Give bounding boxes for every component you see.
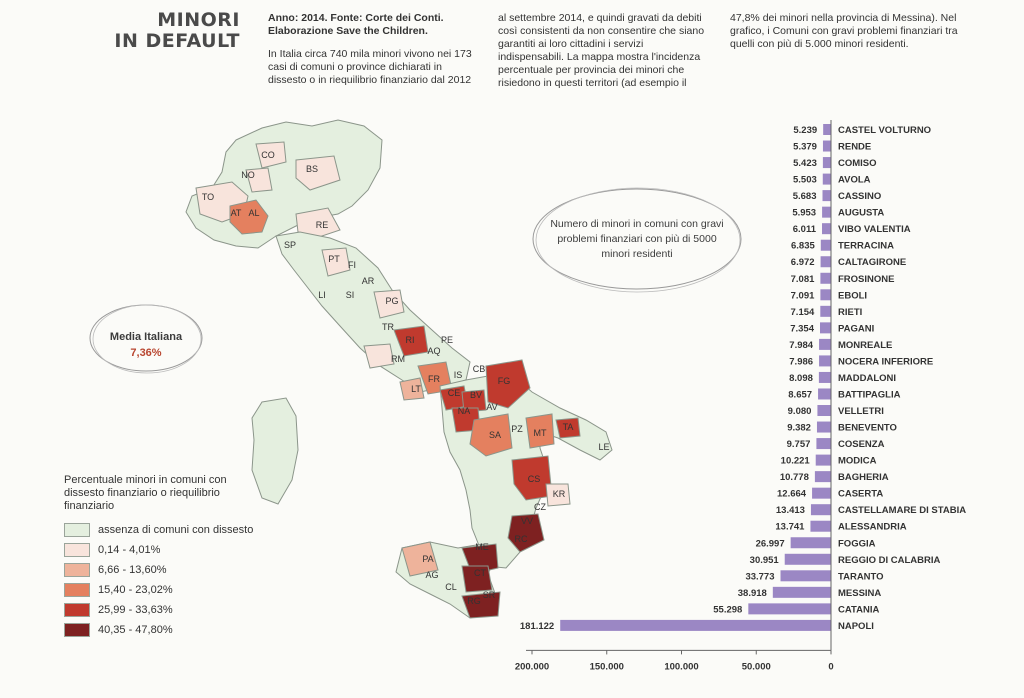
category-label: CALTAGIRONE [838,257,907,269]
x-tick-label: 0 [828,661,834,673]
bar [818,388,831,399]
category-label: VELLETRI [838,406,884,418]
province-label-ct: CT [474,568,486,578]
province-label-av: AV [486,402,498,412]
bar [560,620,831,631]
category-label: TERRACINA [838,240,894,252]
province-label-ag: AG [425,570,439,580]
province-label-kr: KR [552,489,566,499]
data-label: 7.984 [789,339,814,351]
data-label: 12.664 [777,488,807,500]
data-label: 6.011 [792,224,817,236]
province-label-co: CO [261,150,275,160]
data-label: 6.835 [791,240,815,252]
category-label: AVOLA [838,174,871,186]
data-label: 26.997 [755,538,785,550]
category-label: FROSINONE [838,273,895,285]
bar [819,372,831,383]
province-label-to: TO [201,192,215,202]
bar [822,223,831,234]
bar [820,289,831,300]
category-label: MODICA [838,455,877,467]
bar [821,240,831,251]
intro-text-1: In Italia circa 740 mila minori vivono nei 173 casi di comuni o province dichiarati in dissesto o in riequilibrio finanziario dal 2012 [268,48,472,86]
legend-label: assenza di comuni con dissesto [98,524,254,536]
data-label: 7.091 [790,290,815,302]
data-label: 8.098 [789,372,813,384]
italian-average-value: 7,36% [130,347,162,359]
data-label: 9.757 [786,439,811,451]
legend-label: 40,35 - 47,80% [98,624,173,636]
province-label-fr: FR [428,374,440,384]
bar [773,587,831,598]
bar [823,124,831,135]
province-label-pg: PG [385,296,399,306]
province-label-sr: SR [482,590,496,600]
province-label-pz: PZ [511,424,523,434]
province-label-fi: FI [348,260,356,270]
bar [820,322,831,333]
province-label-sa: SA [488,430,502,440]
data-label: 5.503 [792,174,817,186]
bar [823,157,831,168]
bar [791,537,831,548]
province-label-ar: AR [361,276,375,286]
bar [817,422,831,433]
province-label-no: NO [241,170,255,180]
province-label-ta: TA [562,422,574,432]
province-label-pa: PA [422,554,434,564]
category-label: CATANIA [838,604,880,616]
province-label-me: ME [475,542,489,552]
category-label: COMISO [838,158,877,170]
data-label: 13.413 [775,505,805,517]
category-label: NOCERA INFERIORE [838,356,934,368]
legend-label: 15,40 - 23,02% [98,584,173,596]
bar [816,438,831,449]
category-label: BAGHERIA [838,472,889,484]
data-label: 7.081 [790,273,815,285]
province-label-cl: CL [445,582,457,592]
bar [811,504,831,515]
province-label-si: SI [345,290,355,300]
province-label-al: AL [248,208,260,218]
province-label-ce: CE [447,388,461,398]
province-label-aq: AQ [427,346,441,356]
data-label: 5.423 [793,158,817,170]
bar [812,488,831,499]
category-label: CASTEL VOLTURNO [838,125,932,136]
italian-average-label: Media Italiana [109,331,183,343]
legend-label: 6,66 - 13,60% [98,564,167,576]
category-label: MESSINA [838,587,882,599]
data-label: 38.918 [737,587,767,599]
province-label-rc: RC [514,534,528,544]
data-label: 6.972 [790,257,815,269]
x-tick-label: 100.000 [664,661,699,673]
category-label: MONREALE [838,339,893,351]
category-label: RENDE [838,141,872,153]
bar [823,190,831,201]
intro-text-3: 47,8% dei minori nella provincia di Messina). Nel grafico, i Comuni con gravi problemi finanziari tra quelli con più di 5.000 minori residenti. [730,12,958,50]
category-label: REGGIO DI CALABRIA [838,554,941,566]
province-label-rg: RG [467,596,481,606]
category-label: ALESSANDRIA [838,521,907,533]
province-label-mt: MT [533,428,547,438]
province-label-na: NA [457,406,471,416]
data-label: 8.657 [788,389,813,401]
province-label-pe: PE [440,335,454,345]
data-label: 55.298 [713,604,743,616]
province-label-rm: RM [391,354,405,364]
category-label: COSENZA [838,439,885,451]
title-line2: IN DEFAULT [114,30,240,52]
chart-note: Numero di minori in comuni con gravi problemi finanziari con più di 5000 minori residenti [550,218,724,260]
category-label: CASERTA [838,488,884,500]
category-label: BENEVENTO [838,422,897,434]
province-label-tr: TR [382,322,394,332]
province-label-bv: BV [469,390,483,400]
bar [810,521,831,532]
province-label-pt: PT [328,254,340,264]
title-line1: MINORI [157,9,240,31]
data-label: 5.379 [793,141,817,153]
x-tick-label: 200.000 [514,661,550,673]
bar [821,256,831,267]
category-label: RIETI [838,306,863,318]
category-label: MADDALONI [838,372,897,384]
data-label: 33.773 [745,571,775,583]
data-label: 10.778 [779,472,809,484]
province-label-fg: FG [497,376,511,386]
category-label: VIBO VALENTIA [838,224,911,236]
data-label: 13.741 [775,521,805,533]
province-label-le: LE [598,442,610,452]
bar [816,455,831,466]
province-label-li: LI [318,290,326,300]
province-label-sp: SP [283,240,297,250]
x-tick-label: 50.000 [741,661,771,673]
intro-source: Anno: 2014. Fonte: Corte dei Conti. Elaborazione Save the Children. [268,12,444,37]
bar [785,554,831,565]
legend-label: 25,99 - 33,63% [98,604,173,616]
data-label: 9.382 [787,422,811,434]
category-label: CASTELLAMARE DI STABIA [838,505,967,517]
bar [819,355,831,366]
category-label: FOGGIA [838,538,876,550]
bar [748,603,831,614]
intro-text-2: al settembre 2014, e quindi gravati da debiti così consistenti da non consentire che siano garantiti ai loro cittadini i servizi indispensabili. La mappa mostra l'incidenza percentuale per provincia dei minori che risiedono in questi territori (ad esempio il [498,12,705,89]
data-label: 181.122 [519,620,555,632]
bar [823,174,831,185]
province-label-bs: BS [305,164,319,174]
province-label-is: IS [453,370,463,380]
province-label-cs: CS [527,474,541,484]
bar [822,207,831,218]
bar [815,471,831,482]
bar [781,570,831,581]
category-label: EBOLI [838,290,868,302]
province-label-lt: LT [411,384,421,394]
province-label-cb: CB [472,364,486,374]
data-label: 5.953 [792,207,817,219]
province-label-at: AT [230,208,242,218]
category-label: NAPOLI [838,620,874,632]
data-label: 7.154 [790,306,815,318]
province-label-vv: VV [520,516,534,526]
category-label: BATTIPAGLIA [838,389,901,401]
bar [819,339,831,350]
data-label: 7.354 [790,323,815,335]
province-label-re: RE [315,220,329,230]
bar [817,405,831,416]
category-label: CASSINO [838,191,882,203]
data-label: 10.221 [780,455,810,467]
category-label: TARANTO [838,571,884,583]
province-label-cz: CZ [534,502,546,512]
category-label: PAGANI [838,323,875,335]
bar [823,141,831,152]
legend-label: 0,14 - 4,01% [98,544,161,556]
data-label: 5.683 [792,191,817,203]
data-label: 5.239 [793,125,818,136]
legend-title: Percentuale minori in comuni con dissesto finanziario o riequilibrio finanziario [64,474,227,512]
data-label: 7.986 [789,356,814,368]
province-label-ri: RI [405,335,415,345]
data-label: 9.080 [787,406,812,418]
bar [820,273,831,284]
data-label: 30.951 [749,554,779,566]
x-tick-label: 150.000 [589,661,624,673]
category-label: AUGUSTA [838,207,885,219]
bar [820,306,831,317]
